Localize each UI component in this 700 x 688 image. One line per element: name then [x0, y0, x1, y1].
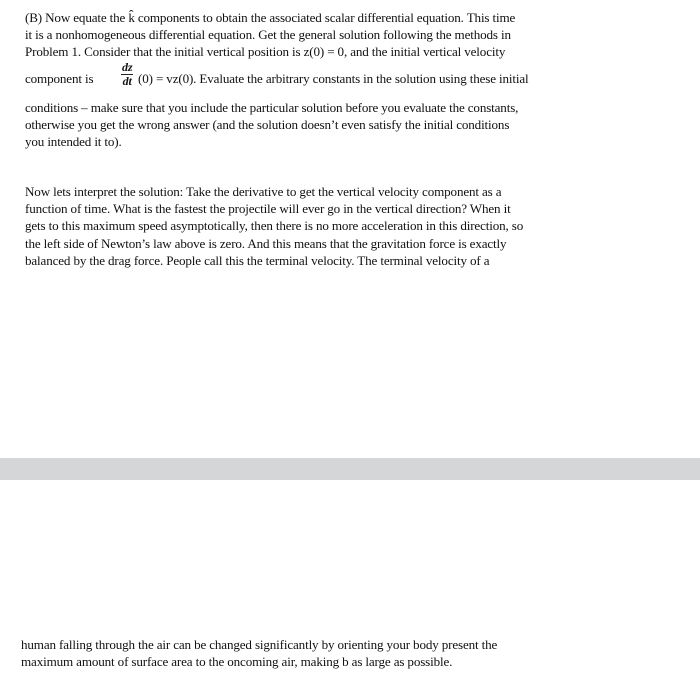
text-line: Now lets interpret the solution: Take the derivative to get the vertical velocity component as a	[25, 184, 502, 199]
text-line: human falling through the air can be changed significantly by orienting your body present the	[21, 637, 498, 652]
text-line: otherwise you get the wrong answer (and the solution doesn’t even satisfy the initial conditions	[25, 116, 510, 132]
text-line: you intended it to).	[25, 134, 122, 150]
text-line: balanced by the drag force. People call this the terminal velocity. The terminal velocity of a	[25, 252, 490, 268]
fraction-denominator: dt	[122, 73, 132, 88]
text-line: it is a nonhomogeneous differential equation. Get the general solution following the methods in	[25, 27, 511, 43]
continuation-paragraph	[21, 636, 671, 670]
text-line: (B) Now equate the k̂ components to obtain the associated scalar differential equation. This time	[25, 10, 516, 25]
text-line: (0) = vz(0). Evaluate the arbitrary constants in the solution using these initial	[138, 70, 529, 86]
page-divider	[0, 458, 700, 480]
text-line: Problem 1. Consider that the initial vertical position is z(0) = 0, and the initial vertical velocity	[25, 44, 506, 60]
text-line: maximum amount of surface area to the oncoming air, making b as large as possible.	[21, 654, 453, 670]
text-line: function of time. What is the fastest the projectile will ever go in the vertical direction? When it	[25, 201, 511, 217]
formula-line	[25, 61, 675, 99]
text-line: component is	[25, 70, 94, 86]
text-line: gets to this maximum speed asymptotically, then there is no more acceleration in this direction, so	[25, 218, 524, 234]
text-line: the left side of Newton’s law above is zero. And this means that the gravitation force is exactly	[25, 235, 507, 251]
section-b-paragraph	[25, 9, 675, 150]
derivative-fraction	[121, 61, 133, 88]
fraction-numerator: dz	[122, 59, 133, 74]
text-line: conditions – make sure that you include the particular solution before you evaluate the constants,	[25, 99, 519, 115]
interpretation-paragraph	[25, 183, 675, 269]
